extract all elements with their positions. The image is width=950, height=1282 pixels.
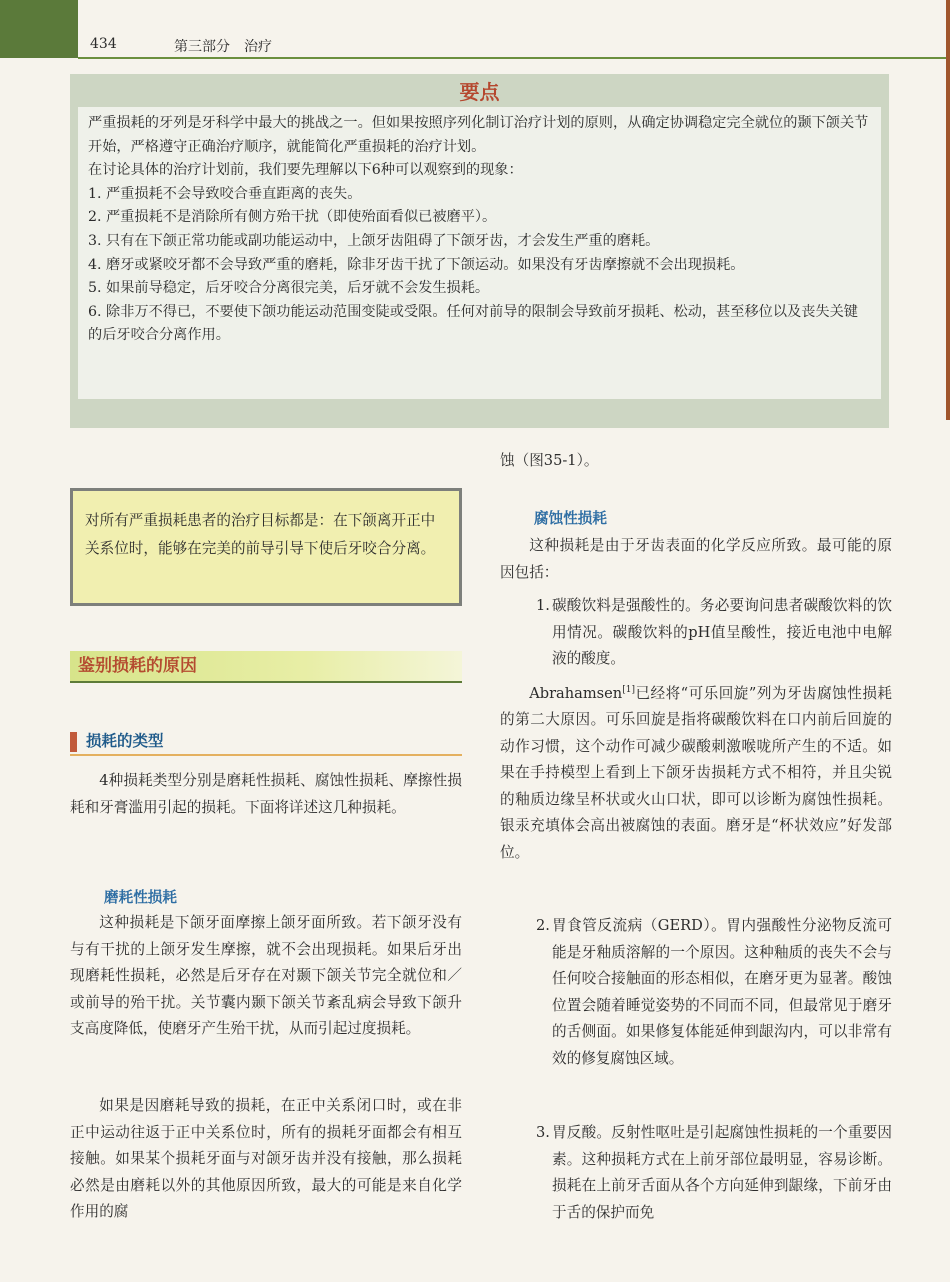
erosion-heading: 腐蚀性损耗 <box>534 510 607 527</box>
key-point-item: 1. 严重损耗不会导致咬合垂直距离的丧失。 <box>88 185 362 202</box>
erosion-cause-1 <box>536 593 892 673</box>
key-point-item: 6. 除非万不得已，不要使下颌功能运动范围变陡或受限。任何对前导的限制会导致前牙损耗、松动，甚至移位以及丧失关键的后牙咬合分离作用。 <box>88 303 858 344</box>
key-point-item: 4. 磨牙或紧咬牙都不会导致严重的磨耗，除非牙齿干扰了下颌运动。如果没有牙齿摩擦就不会出现损耗。 <box>88 256 745 273</box>
continued-text: 蚀（图35-1）。 <box>500 452 599 469</box>
key-points-box <box>70 74 889 428</box>
list-text: 碳酸饮料是强酸性的。务必要询问患者碳酸饮料的饮用情况。碳酸饮料的pH值呈酸性，接近电池中电解液的酸度。 <box>552 597 892 667</box>
reference-marker: [1] <box>622 685 635 695</box>
key-point-item: 3. 只有在下颌正常功能或副功能运动中，上颌牙齿阻碍了下颌牙齿，才会发生严重的磨耗。 <box>88 232 660 249</box>
types-paragraph: 4种损耗类型分别是磨耗性损耗、腐蚀性损耗、摩擦性损耗和牙膏滥用引起的损耗。下面将详述这几种损耗。 <box>70 772 462 816</box>
treatment-goal-box <box>70 488 462 606</box>
list-number: 3. <box>536 1124 550 1141</box>
list-number: 2. <box>536 917 550 934</box>
abrasion-heading: 磨耗性损耗 <box>104 889 177 906</box>
abrasion-paragraph-2: 如果是因磨耗导致的损耗，在正中关系闭口时，或在非正中运动往返于正中关系位时，所有的损耗牙面都会有相互接触。如果某个损耗牙面与对颌牙齿并没有接触，那么损耗必然是由磨耗以外的其他原因所致，最大的可能是来自化学作用的腐 <box>70 1097 462 1220</box>
erosion-intro: 这种损耗是由于牙齿表面的化学反应所致。最可能的原因包括： <box>500 537 892 581</box>
page-number: 434 <box>90 36 117 52</box>
sub-heading: 损耗的类型 <box>70 730 462 756</box>
list-text: 胃食管反流病（GERD）。胃内强酸性分泌物反流可能是牙釉质溶解的一个原因。这种釉质的丧失不会与任何咬合接触面的形态相似，在磨牙更为显著。酸蚀位置会随着睡觉姿势的不同而不同，但最常见于磨牙的舌侧面。如果修复体能延伸到龈沟内，可以非常有效的修复腐蚀区域。 <box>552 917 892 1067</box>
key-point-item: 2. 严重损耗不是消除所有侧方殆干扰（即使殆面看似已被磨平）。 <box>88 209 497 226</box>
abrahamsen-paragraph <box>500 677 892 866</box>
treatment-goal-text: 对所有严重损耗患者的治疗目标都是：在下颌离开正中关系位时，能够在完美的前导引导下使后牙咬合分离。 <box>85 512 436 557</box>
author-name: Abrahamsen <box>529 684 623 702</box>
erosion-cause-3 <box>536 1120 892 1226</box>
key-points-lead: 在讨论具体的治疗计划前，我们要先理解以下6种可以观察到的现象： <box>88 162 523 179</box>
section-heading: 鉴别损耗的原因 <box>70 651 462 683</box>
key-points-body <box>78 107 881 399</box>
running-head: 第三部分 治疗 <box>174 39 272 55</box>
key-points-title: 要点 <box>459 80 500 104</box>
header-corner-block <box>0 0 78 58</box>
page-edge-bar <box>946 0 950 420</box>
list-number: 1. <box>536 597 550 614</box>
header-rule <box>78 57 950 59</box>
key-points-intro: 严重损耗的牙列是牙科学中最大的挑战之一。但如果按照序列化制订治疗计划的原则，从确定协调稳定完全就位的颞下颌关节开始，严格遵守正确治疗顺序，就能简化严重损耗的治疗计划。 <box>88 115 869 155</box>
erosion-cause-2 <box>536 913 892 1072</box>
list-text: 胃反酸。反射性呕吐是引起腐蚀性损耗的一个重要因素。这种损耗方式在上前牙部位最明显，容易诊断。损耗在上前牙舌面从各个方向延伸到龈缘，下前牙由于舌的保护而免 <box>552 1124 892 1221</box>
key-point-item: 5. 如果前导稳定，后牙咬合分离很完美，后牙就不会发生损耗。 <box>88 280 490 297</box>
abrasion-paragraph-1: 这种损耗是下颌牙面摩擦上颌牙面所致。若下颌牙没有与有干扰的上颌牙发生摩擦，就不会出现损耗。如果后牙出现磨耗性损耗，必然是后牙存在对颞下颌关节完全就位和／或前导的殆干扰。关节囊内颞下颌关节紊乱病会导致下颌升支高度降低，使磨牙产生殆干扰，从而引起过度损耗。 <box>70 914 462 1037</box>
abrahamsen-text: 已经将“可乐回旋”列为牙齿腐蚀性损耗的第二大原因。可乐回旋是指将碳酸饮料在口内前后回旋的动作习惯，这个动作可减少碳酸刺激喉咙所产生的不适。如果在手持模型上看到上下颌牙齿损耗方式不相符，并且尖锐的釉质边缘呈杯状或火山口状，即可以诊断为腐蚀性损耗。银汞充填体会高出被腐蚀的表面。磨牙是“杯状效应”好发部位。 <box>500 684 892 861</box>
